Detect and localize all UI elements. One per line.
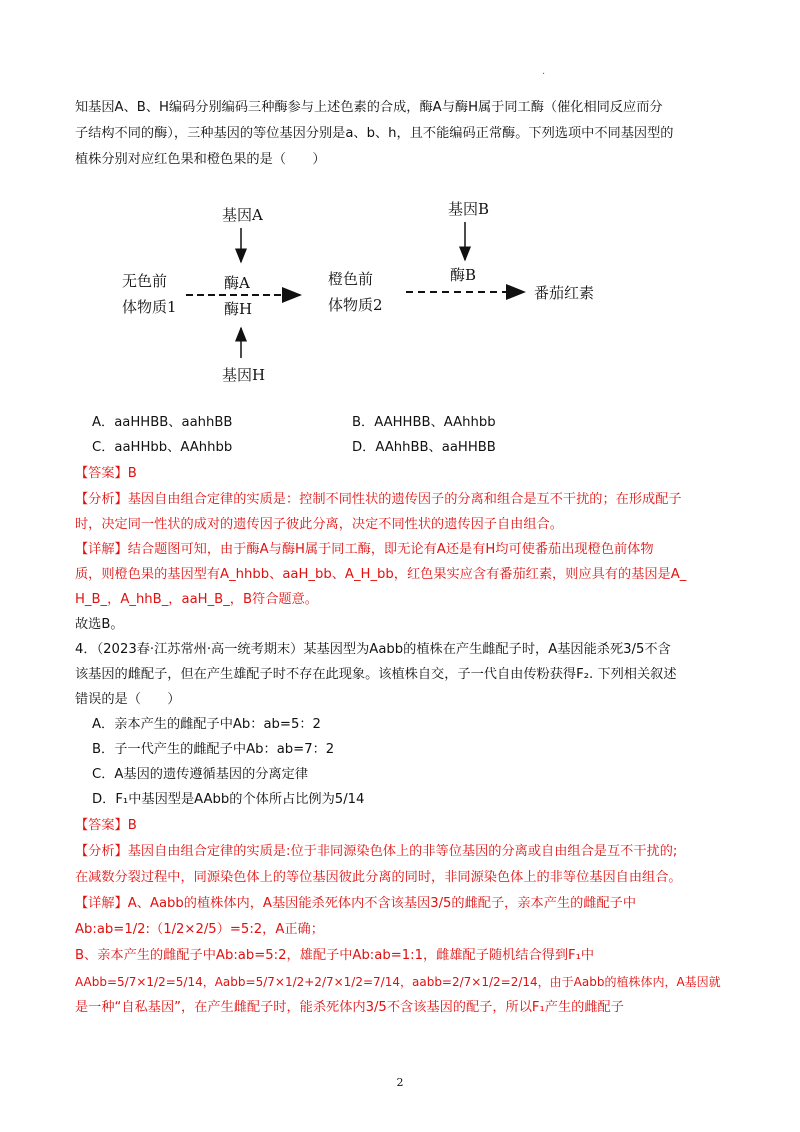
enzyme-h-label: 酶H [224,300,253,318]
q3-detail-line3: H_B_，A_hhB_，aaH_B_，B符合题意。 [75,592,318,607]
gene-a-label: 基因A [222,206,263,224]
q4-option-c: C．A基因的遗传遵循基因的分离定律 [92,767,309,782]
q4-analysis-line2: 在减数分裂过程中，同源染色体上的等位基因彼此分离的同时，非同源染色体上的非等位基因自由组合。 [75,870,682,885]
q3-stem-line1: 知基因A、B、H编码分别编码三种酶参与上述色素的合成，酶A与酶H属于同工酶（催化相同反应而分 [75,100,663,115]
q3-answer [75,462,730,486]
pathway-diagram [110,190,630,390]
analysis-tag: 【分析】 [75,844,128,859]
q3-detail-line1 [75,538,730,562]
q4-detail-line2: Ab:ab=1/2:（1/2×2/5）=5:2，A正确； [75,922,324,937]
q4-detail-line3: B、亲本产生的雌配子中Ab:ab=5:2，雄配子中Ab:ab=1:1，雌雄配子随机结合得到F₁中 [75,948,595,963]
analysis-text: 基因自由组合定律的实质是:位于非同源染色体上的非等位基因的分离或自由组合是互不干扰的; [127,844,678,859]
q3-stem-line2: 子结构不同的酶），三种基因的等位基因分别是a、b、h，且不能编码正常酶。下列选项中不同基因型的 [75,126,674,141]
q4-option-d: D．F₁中基因型是AAbb的个体所占比例为5/14 [92,792,365,807]
q3-detail-line2: 质，则橙色果的基因型有A_hhbb、aaH_bb、A_H_bb，红色果实应含有番茄红素，则应具有的基因是A_ [75,567,687,582]
precursor2-line2: 体物质2 [328,296,383,314]
q4-detail-line5: 是一种“自私基因”，在产生雌配子时，能杀死体内3/5不含该基因的配子，所以F₁产生的雌配子 [75,1000,624,1015]
q3-option-a: A．aaHHBB、aahhBB [92,415,233,430]
q4-analysis-line1 [75,840,730,864]
q4-option-b: B．子一代产生的雌配子中Ab：ab=7：2 [92,742,335,757]
q4-detail-line4: AAbb=5/7×1/2=5/14，Aabb=5/7×1/2+2/7×1/2=7/14，aabb=2/7×1/2=2/14，由于Aabb的植株体内，A基因就 [75,975,721,989]
enzyme-b-label: 酶B [450,266,477,284]
answer-value: B [127,466,137,481]
header-dot: · [542,69,546,80]
q3-option-b: B．AAHHBB、AAhhbb [352,415,496,430]
precursor1-line2: 体物质1 [122,298,177,316]
gene-h-label: 基因H [222,366,266,384]
q4-detail-line1 [75,892,730,916]
q3-analysis-line2: 时，决定同一性状的成对的遗传因子彼此分离，决定不同性状的遗传因子自由组合。 [75,517,563,532]
page-number: 2 [396,1076,404,1089]
answer-tag: 【答案】 [75,818,128,833]
product-label: 番茄红素 [534,284,595,302]
gene-b-label: 基因B [448,200,490,218]
q4-option-a: A．亲本产生的雌配子中Ab：ab=5：2 [92,717,321,732]
q4-answer [75,814,730,838]
analysis-text: 基因自由组合定律的实质是：控制不同性状的遗传因子的分离和组合是互不干扰的；在形成配子 [127,492,682,507]
q3-conclusion: 故选B。 [75,617,124,632]
answer-value: B [127,818,137,833]
q3-option-d: D．AAhhBB、aaHHBB [352,440,496,455]
detail-text: 结合题图可知，由于酶A与酶H属于同工酶，即无论有A还是有H均可使番茄出现橙色前体物 [127,542,654,557]
precursor1-line1: 无色前 [122,272,168,290]
detail-tag: 【详解】 [75,896,128,911]
enzyme-a-label: 酶A [224,274,250,292]
q4-stem-line3: 错误的是（ ） [75,692,181,707]
precursor2-line1: 橙色前 [328,270,374,288]
analysis-tag: 【分析】 [75,492,128,507]
q3-analysis-line1 [75,488,730,512]
detail-tag: 【详解】 [75,542,128,557]
answer-tag: 【答案】 [75,466,128,481]
q3-stem-line3: 植株分别对应红色果和橙色果的是（ ） [75,152,326,167]
q3-option-c: C．aaHHbb、AAhhbb [92,440,233,455]
detail-text: A、Aabb的植株体内，A基因能杀死体内不含该基因3/5的雌配子，亲本产生的雌配子中 [127,896,637,911]
q4-stem-line2: 该基因的雌配子，但在产生雄配子时不存在此现象。该植株自交，子一代自由传粉获得F₂. 下列相关叙述 [75,667,677,682]
q4-stem-line1: 4．（2023春·江苏常州·高一统考期末）某基因型为Aabb的植株在产生雌配子时，A基因能杀死3/5不含 [75,642,671,657]
